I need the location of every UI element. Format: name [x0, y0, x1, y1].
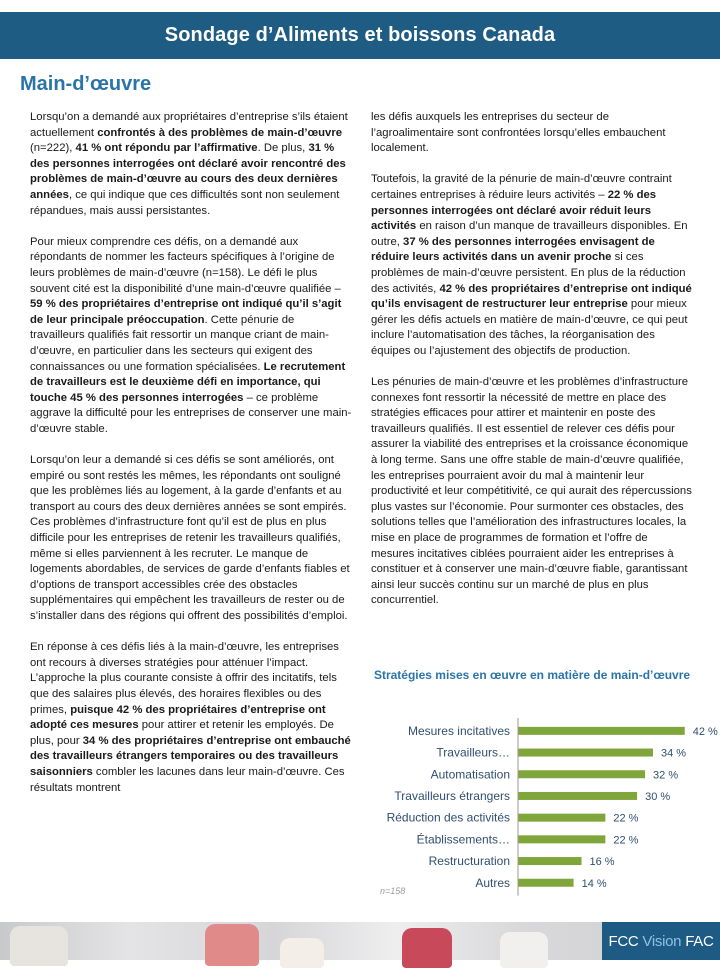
paragraph: [371, 172, 693, 359]
bold-run: 37 % des personnes interrogées envisagent de réduire leurs activités dans un avenir proche: [371, 235, 655, 264]
bar: [518, 879, 574, 887]
value-label: 22 %: [613, 834, 639, 847]
value-label: 34 %: [660, 747, 687, 760]
category-label: Restructuration: [428, 854, 510, 869]
paragraph: [30, 640, 352, 796]
bar: [518, 749, 653, 757]
text-run: . Cette pénurie de travailleurs qualifiés fait ressortir un manque criant de main-d’œuvre, en particulier dans les secteurs qui exigent des connaissances ou une formation spécialisées.: [30, 313, 329, 373]
logo-vision: Vision: [642, 932, 682, 950]
right-column: [371, 110, 693, 625]
value-label: 32 %: [653, 769, 679, 782]
bar: [518, 814, 605, 822]
logo-fac: FAC: [685, 932, 714, 950]
bottle-decoration: [280, 938, 324, 968]
text-run: , ce qui indique que ces difficultés sont non seulement répandues, mais aussi persistantes.: [30, 188, 340, 217]
bold-run: puisque 42 % des propriétaires d’entreprise ont adopté ces mesures: [30, 703, 326, 732]
value-label: 22 %: [613, 812, 639, 825]
category-label: Travailleurs étrangers: [394, 788, 510, 803]
bar: [518, 857, 582, 865]
text-run: pour mieux gérer les défis actuels en matière de main-d’œuvre, ce qui peut inclure l’automatisation des tâches, la réorganisation des équipes ou l’ajustement des objectifs de production.: [371, 298, 688, 357]
bottle-decoration: [500, 932, 548, 968]
text-run: En réponse à ces défis liés à la main-d’œuvre, les entreprises ont recours à diverses stratégies pour atténuer l’impact. L’approche la plus courante consiste à offrir des incitatifs, tels que des salaires plus élevés, des horaires flexibles ou des primes,: [30, 641, 339, 716]
text-run: si ces problèmes de main-d’œuvre persistent. En plus de la réduction des activités,: [371, 251, 686, 295]
paragraph: [30, 235, 352, 438]
page-title: Sondage d’Aliments et boissons Canada: [164, 24, 556, 46]
bold-run: Le recrutement de travailleurs est le deuxième défi en importance, qui touche 45 % des personnes interrogées: [30, 360, 346, 404]
value-label: 14 %: [581, 877, 607, 890]
bar-chart: [360, 712, 718, 902]
bold-run: confrontés à des problèmes de main-d’œuvre: [97, 126, 343, 139]
category-label: Autres: [475, 875, 510, 890]
bold-run: 34 % des propriétaires d’entreprise ont embauché des travailleurs étrangers temporaires ou des travailleurs saisonniers: [30, 734, 351, 778]
category-label: Réduction des activités: [386, 810, 510, 825]
text-run: Pour mieux comprendre ces défis, on a demandé aux répondants de nommer les facteurs spécifiques à l’origine de leurs problèmes de main-d’œuvre (n=158). Le défi le plus souvent cité est la disponibilité d’une main-d’œuvre qualifiée –: [30, 235, 341, 295]
category-label: Mesures incitatives: [407, 723, 510, 738]
chart-title: Stratégies mises en œuvre en matière de main-d’œuvre: [373, 668, 691, 682]
text-run: pour attirer et retenir les employés. De plus, pour: [30, 719, 334, 747]
bottle-decoration: [10, 926, 68, 966]
bold-run: 31 % des personnes interrogées ont déclaré avoir rencontré des problèmes de main-d’œuvre au cours des deux dernières années: [30, 142, 346, 201]
bar: [518, 770, 645, 778]
category-label: Établissements…: [416, 832, 510, 847]
bottle-decoration: [205, 924, 259, 966]
text-run: les défis auxquels les entreprises du secteur de l’agroalimentaire sont confrontées lorsqu’elles embauchent localement.: [371, 111, 666, 155]
value-label: 42 %: [692, 725, 718, 738]
paragraph: [30, 453, 352, 625]
bold-run: 42 % des propriétaires d’entreprise ont indiqué qu’ils envisagent de restructurer leur entreprise: [371, 282, 692, 311]
bold-run: 22 % des personnes interrogées ont déclaré avoir réduit leurs activités: [371, 188, 657, 233]
header-bar: [0, 12, 720, 59]
bar: [518, 727, 685, 735]
logo-fcc: FCC: [608, 932, 639, 950]
text-run: Les pénuries de main-d’œuvre et les problèmes d’infrastructure connexes font ressortir la nécessité de mettre en place des stratégies efficaces pour attirer et maintenir en poste des travailleurs qualifiés. Il est essentiel de relever ces défis pour assurer la viabilité des entreprises et la croissance économique à long terme. Sans une offre stable de main-d’œuvre qualifiée, les entreprises pourraient avoir du mal à maintenir leur productivité et leur compétitivité, ce qui aurait des répercussions plus vastes sur l’économie. Pour surmonter ces obstacles, des solutions telles que l’amélioration des infrastructures locales, la mise en place de programmes de formation et l’offre de mesures incitatives ciblées pourraient aider les entreprises à constituer et à conserver une main-d’œuvre fiable, garantissant ainsi leur succès continu sur un marché de plus en plus concurrentiel.: [371, 376, 692, 607]
paragraph: [371, 375, 693, 609]
category-label: Travailleurs…: [436, 745, 510, 760]
fcc-logo: [602, 922, 720, 960]
bar: [518, 792, 637, 800]
text-run: – ce problème aggrave la difficulté pour les entreprises de conserver une main-d’œuvre stable.: [30, 391, 352, 435]
bar: [518, 835, 605, 843]
paragraph: [371, 110, 693, 157]
value-label: 30 %: [645, 790, 671, 803]
text-run: combler les lacunes dans leur main-d’œuvre. Ces résultats montrent: [30, 765, 345, 794]
text-run: Lorsqu’on leur a demandé si ces défis se sont améliorés, ont empiré ou sont restés les mêmes, les répondants ont souligné que les problèmes liés au logement, à la garde d’enfants et au transport au cours des deux dernières années se sont empirés. Ces problèmes d’infrastructure font qu’il est de plus en plus difficile pour les entreprises de retenir les travailleurs qualifiés, même si elles parviennent à les recruter. Le manque de logements abordables, de services de garde d’enfants fiables et d’options de transport accessibles crée des obstacles supplémentaires qui empêchent les travailleurs de rester ou de s’installer dans des régions qui offrent des possibilités d’emploi.: [30, 454, 350, 622]
left-column: [30, 110, 352, 812]
text-run: en raison d’un manque de travailleurs disponibles. En outre,: [371, 220, 688, 248]
bold-run: 41 % ont répondu par l’affirmative: [75, 142, 258, 155]
text-run: Lorsqu’on a demandé aux propriétaires d’entreprise s’ils étaient actuellement: [30, 111, 348, 139]
bottle-decoration: [402, 928, 452, 968]
category-label: Automatisation: [430, 767, 510, 782]
bold-run: 59 % des propriétaires d’entreprise ont indiqué qu’il s’agit de leur principale préoccupation: [30, 298, 342, 326]
text-run: . De plus,: [257, 142, 309, 155]
section-title: Main-d’œuvre: [20, 73, 152, 95]
sample-size-note: n=158: [380, 886, 406, 896]
paragraph: [30, 110, 352, 219]
text-run: (n=222),: [30, 142, 76, 155]
value-label: 16 %: [589, 856, 615, 869]
text-run: Toutefois, la gravité de la pénurie de main-d’œuvre contraint certaines entreprises à réduire leurs activités –: [371, 173, 672, 201]
